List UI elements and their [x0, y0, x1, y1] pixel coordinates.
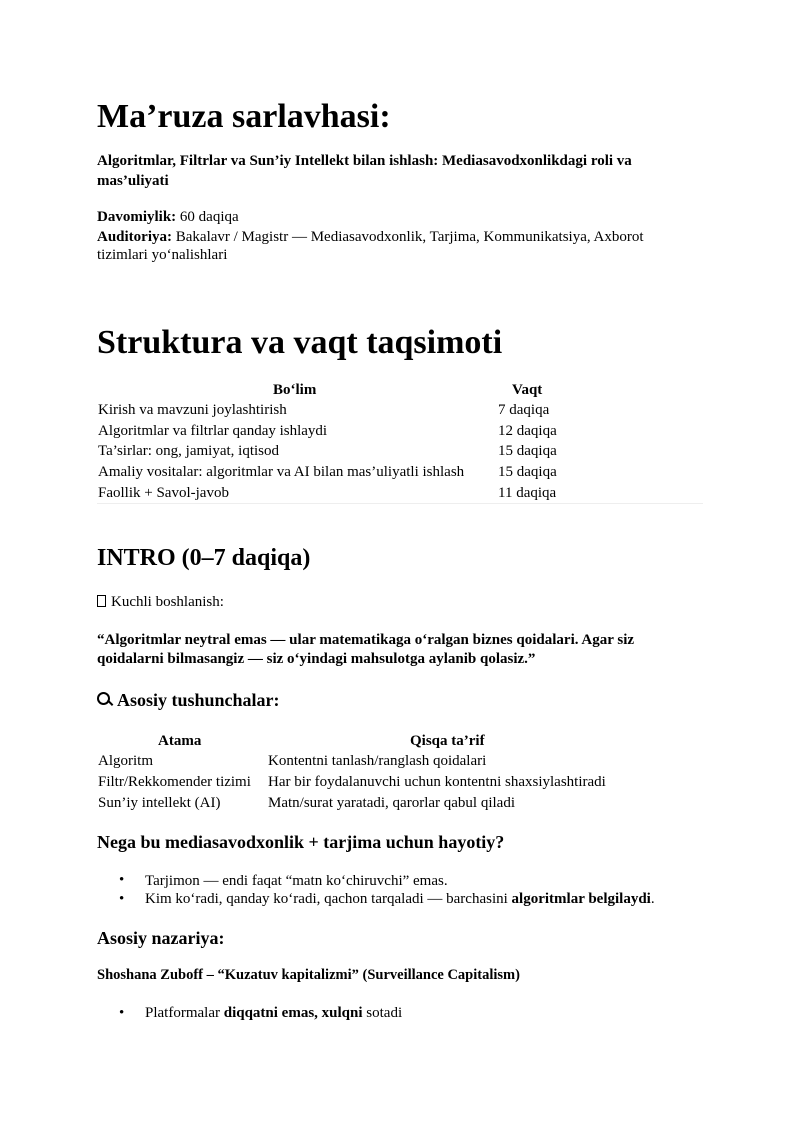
lecture-title-line2: mas’uliyati: [97, 173, 169, 189]
lecture-title-line1: Algoritmlar, Filtrlar va Sun’iy Intellekt bilan ishlash: Mediasavodxonlikdagi roli va: [97, 153, 632, 169]
table-row-section: Kirish va mavzuni joylashtirish: [98, 402, 287, 418]
quote-line2: qoidalarni bilmasangiz — siz o‘yindagi mahsulotga aylanib qolasiz.”: [97, 651, 536, 667]
magnifier-icon: [97, 692, 113, 708]
table-row-section: Ta’sirlar: ong, jamiyat, iqtisod: [98, 443, 280, 459]
structure-col-time: Vaqt: [512, 382, 543, 398]
definition-cell: Matn/surat yaratadi, qarorlar qabul qiladi: [268, 795, 515, 811]
duration-line: [97, 209, 239, 226]
term-cell: Filtr/Rekkomender tizimi: [98, 774, 251, 790]
table-row-time: 15 daqiqa: [498, 443, 557, 459]
table-row-time: 11 daqiqa: [498, 485, 557, 501]
table-bottom-rule: [97, 503, 703, 504]
audience-value-line2: tizimlari yo‘nalishlari: [97, 247, 228, 263]
bullet-icon: •: [119, 891, 125, 907]
lecture-heading: Ma’ruza sarlavhasi:: [97, 98, 391, 135]
duration-label: Davomiylik:: [97, 209, 177, 225]
terms-col-def: Qisqa ta’rif: [410, 733, 485, 749]
definition-cell: Har bir foydalanuvchi uchun kontentni shaxsiylashtiradi: [268, 774, 606, 790]
audience-label: Auditoriya:: [97, 229, 172, 245]
strong-start-line: [97, 594, 224, 611]
terms-col-term: Atama: [158, 733, 202, 749]
strong-start-label: Kuchli boshlanish:: [111, 594, 224, 610]
why-heading: Nega bu mediasavodxonlik + tarjima uchun hayotiy?: [97, 832, 505, 852]
table-row-time: 7 daqiqa: [498, 402, 550, 418]
table-row-time: 12 daqiqa: [498, 423, 557, 439]
theory-heading: Asosiy nazariya:: [97, 928, 225, 948]
structure-heading: Struktura va vaqt taqsimoti: [97, 324, 503, 361]
theory-bullet1: [145, 1005, 402, 1022]
why-bullet2: [145, 891, 655, 908]
theory-bullet1-bold: diqqatni emas, xulqni: [223, 1005, 363, 1021]
bullet-icon: •: [119, 872, 125, 888]
why-bullet2-suffix: .: [650, 891, 655, 907]
theory-bullet1-suffix: sotadi: [362, 1005, 403, 1021]
table-row-section: Faollik + Savol-javob: [98, 485, 229, 501]
why-bullet1: Tarjimon — endi faqat “matn ko‘chiruvchi” emas.: [145, 873, 448, 889]
term-cell: Sun’iy intellekt (AI): [98, 795, 221, 811]
bullet-icon: •: [119, 1005, 125, 1021]
concepts-heading-line: [97, 690, 280, 711]
quote-line1: “Algoritmlar neytral emas — ular matematikaga o‘ralgan biznes qoidalari. Agar siz: [97, 632, 635, 648]
theory-bullet1-prefix: Platformalar: [145, 1005, 224, 1021]
missing-glyph-box-icon: [97, 595, 106, 607]
audience-value-line1: Bakalavr / Magistr — Mediasavodxonlik, Tarjima, Kommunikatsiya, Axborot: [175, 229, 644, 245]
theory-subheading: Shoshana Zuboff – “Kuzatuv kapitalizmi” (Surveillance Capitalism): [97, 967, 520, 983]
term-cell: Algoritm: [98, 753, 153, 769]
definition-cell: Kontentni tanlash/ranglash qoidalari: [268, 753, 487, 769]
table-row-section: Algoritmlar va filtrlar qanday ishlaydi: [98, 423, 328, 439]
duration-value: 60 daqiqa: [179, 209, 239, 225]
concepts-heading: Asosiy tushunchalar:: [117, 690, 280, 710]
audience-line: [97, 229, 644, 246]
table-row-time: 15 daqiqa: [498, 464, 557, 480]
structure-col-section: Bo‘lim: [273, 382, 317, 398]
table-row-section: Amaliy vositalar: algoritmlar va AI bilan mas’uliyatli ishlash: [98, 464, 465, 480]
intro-heading: INTRO (0–7 daqiqa): [97, 545, 311, 571]
why-bullet2-bold: algoritmlar belgilaydi: [511, 891, 651, 907]
why-bullet2-prefix: Kim ko‘radi, qanday ko‘radi, qachon tarqaladi — barchasini: [145, 891, 512, 907]
